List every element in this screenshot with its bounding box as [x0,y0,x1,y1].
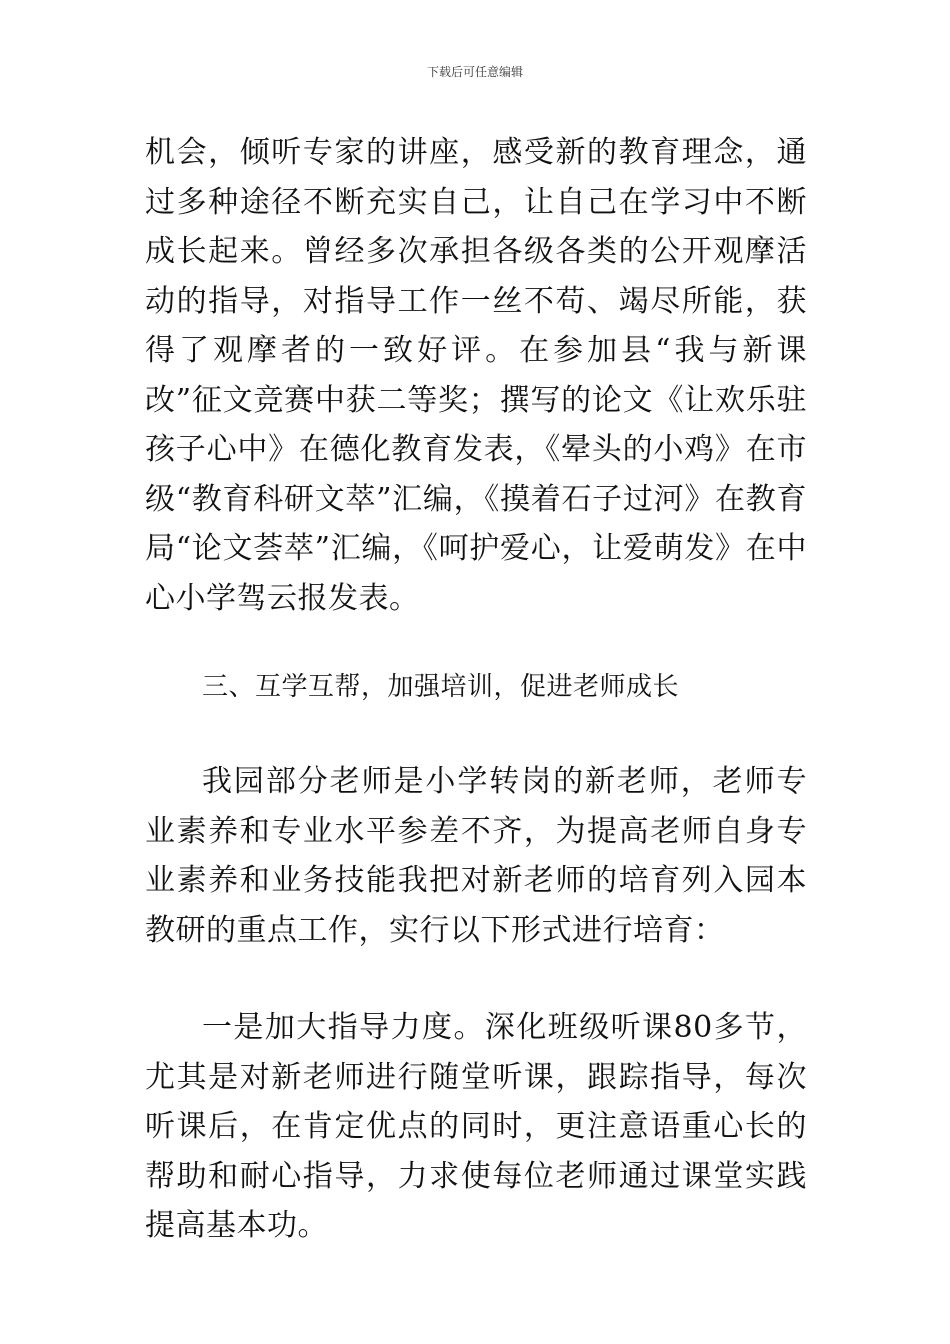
section-heading: 三、互学互帮，加强培训，促进老师成长 [202,672,680,702]
document-body [145,128,807,1251]
paragraph-continuation: 机会，倾听专家的讲座，感受新的教育理念，通过多种途径不断充实自己，让自己在学习中不断成长起来。曾经多次承担各级各类的公开观摩活动的指导，对指导工作一丝不苟、竭尽所能，获得了观摩者的一致好评。在参加县“我与新课改”征文竞赛中获二等奖；撰写的论文《让欢乐驻孩子心中》在德化教育发表，《晕头的小鸡》在市级“教育科研文萃”汇编，《摸着石子过河》在教育局“论文荟萃”汇编，《呵护爱心，让爱萌发》在中心小学驾云报发表。 [145,135,807,616]
page-header: 下载后可任意编辑 [426,65,523,79]
paragraph-guidance: 一是加大指导力度。深化班级听课80多节，尤其是对新老师进行随堂听课，跟踪指导，每次听课后，在肯定优点的同时，更注意语重心长的帮助和耐心指导，力求使每位老师通过课堂实践提高基本功。 [145,1010,807,1243]
paragraph-teacher-training: 我园部分老师是小学转岗的新老师，老师专业素养和专业水平参差不齐，为提高老师自身专业素养和业务技能我把对新老师的培育列入园本教研的重点工作，实行以下形式进行培育： [145,764,807,948]
